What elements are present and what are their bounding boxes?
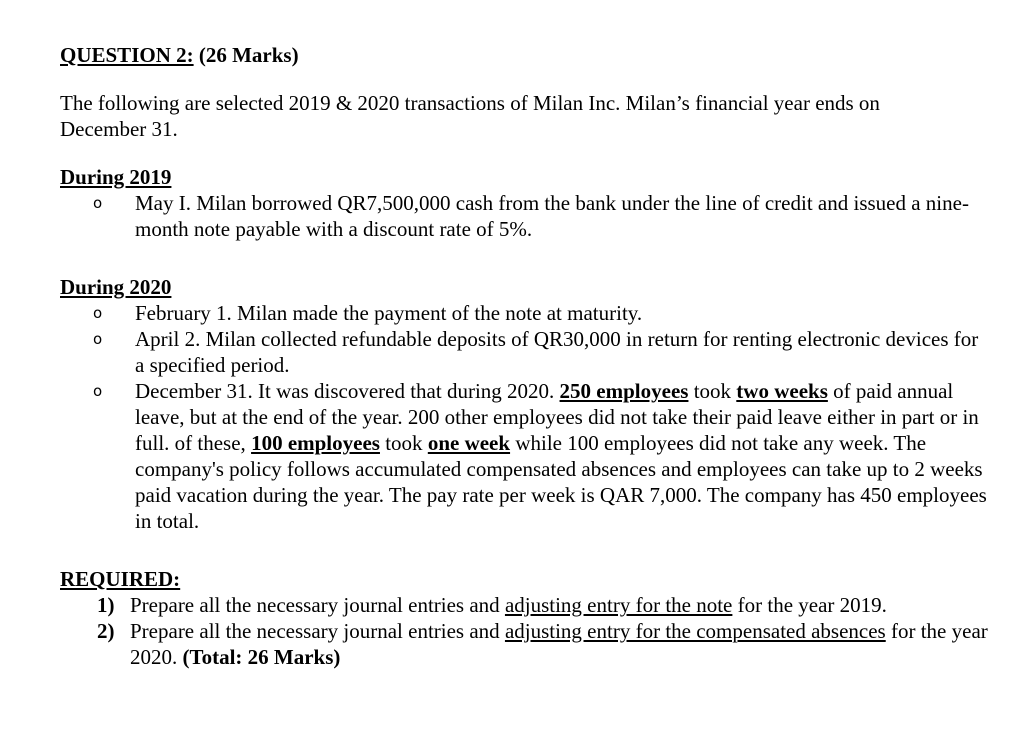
requirement-text bbox=[130, 593, 887, 617]
text-run: December 31. It was discovered that during 2020. bbox=[135, 379, 560, 403]
text-run: Prepare all the necessary journal entries and bbox=[130, 619, 505, 643]
text-run: for the year 2020. bbox=[130, 619, 988, 669]
highlight-two-weeks: two weeks bbox=[736, 379, 828, 403]
required-list bbox=[60, 592, 990, 670]
item-number: 2) bbox=[97, 619, 115, 643]
requirement-text bbox=[130, 619, 988, 669]
text-run: while 100 employees did not take any week. The company's policy follows accumulated compensated absences and employees can take up to 2 weeks paid vacation during the year. The pay rate per week is QAR 7,000. The company has 450 employees in total. bbox=[135, 431, 987, 533]
text-run: took bbox=[688, 379, 737, 403]
question-marks: (26 Marks) bbox=[193, 43, 299, 67]
list-item bbox=[85, 190, 990, 242]
bullet-circle-icon: o bbox=[93, 194, 103, 212]
question-document bbox=[60, 42, 990, 670]
section-2019 bbox=[60, 164, 990, 242]
highlight-250-employees: 250 employees bbox=[559, 379, 689, 403]
highlight-one-week: one week bbox=[427, 431, 511, 455]
required-title: REQUIRED: bbox=[60, 567, 181, 591]
text-run: for the year 2019. bbox=[732, 593, 887, 617]
transaction-text bbox=[135, 379, 987, 533]
text-run: Prepare all the necessary journal entries and bbox=[130, 593, 505, 617]
highlight-100-employees: 100 employees bbox=[251, 431, 380, 455]
section-required bbox=[60, 566, 990, 670]
underlined-phrase: adjusting entry for the note bbox=[504, 593, 733, 617]
text-run: of paid annual leave, but at the end of the year. 200 other employees did not take their paid leave either in part or in full. of these, bbox=[135, 379, 979, 455]
section-title-2020: During 2020 bbox=[60, 275, 172, 299]
list-item bbox=[85, 326, 990, 378]
bullet-circle-icon: o bbox=[93, 330, 103, 348]
section-title-2019: During 2019 bbox=[60, 165, 172, 189]
transaction-text: February 1. Milan made the payment of the note at maturity. bbox=[135, 301, 643, 325]
transaction-text: April 2. Milan collected refundable deposits of QR30,000 in return for renting electronic devices for a specified period. bbox=[135, 327, 979, 377]
intro-paragraph: The following are selected 2019 & 2020 transactions of Milan Inc. Milan’s financial year ends on December 31. bbox=[60, 91, 880, 141]
bullet-circle-icon: o bbox=[93, 382, 103, 400]
list-item bbox=[85, 300, 990, 326]
transaction-text: May I. Milan borrowed QR7,500,000 cash from the bank under the line of credit and issued a nine-month note payable with a discount rate of 5%. bbox=[135, 191, 969, 241]
list-2020 bbox=[60, 300, 990, 534]
question-number: QUESTION 2: bbox=[60, 43, 194, 67]
section-2020 bbox=[60, 274, 990, 534]
underlined-phrase: adjusting entry for the compensated absences bbox=[504, 619, 886, 643]
list-item bbox=[85, 378, 990, 534]
list-item bbox=[90, 592, 990, 618]
bullet-circle-icon: o bbox=[93, 304, 103, 322]
total-marks: (Total: 26 Marks) bbox=[182, 645, 341, 669]
list-2019 bbox=[60, 190, 990, 242]
list-item bbox=[90, 618, 990, 670]
question-heading bbox=[60, 42, 990, 68]
item-number: 1) bbox=[97, 593, 115, 617]
text-run: took bbox=[379, 431, 428, 455]
